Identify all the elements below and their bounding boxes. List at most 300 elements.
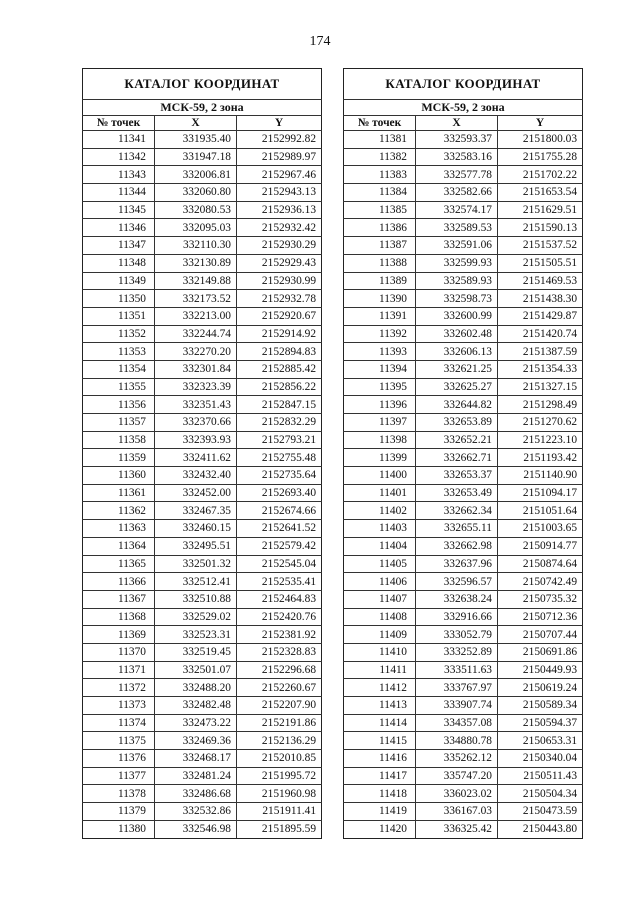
point-number-cell: 11346 xyxy=(83,219,155,237)
y-coordinate-cell: 2152793.21 xyxy=(237,431,322,449)
x-coordinate-cell: 332519.45 xyxy=(155,643,237,661)
point-number-cell: 11356 xyxy=(83,396,155,414)
table-row xyxy=(83,148,322,166)
y-coordinate-cell: 2151051.64 xyxy=(498,502,583,520)
point-number-cell: 11393 xyxy=(344,343,416,361)
table-row xyxy=(83,325,322,343)
y-coordinate-cell: 2152930.29 xyxy=(237,237,322,255)
x-coordinate-cell: 336325.42 xyxy=(416,820,498,838)
x-coordinate-cell: 332583.16 xyxy=(416,148,498,166)
catalog-subtitle: МСК-59, 2 зона xyxy=(83,100,322,116)
y-coordinate-cell: 2152191.86 xyxy=(237,714,322,732)
x-coordinate-cell: 332598.73 xyxy=(416,290,498,308)
x-coordinate-cell: 332149.88 xyxy=(155,272,237,290)
table-row xyxy=(83,714,322,732)
x-coordinate-cell: 332213.00 xyxy=(155,307,237,325)
point-number-cell: 11388 xyxy=(344,254,416,272)
table-row xyxy=(83,643,322,661)
point-number-cell: 11387 xyxy=(344,237,416,255)
x-coordinate-cell: 332653.37 xyxy=(416,467,498,485)
point-number-cell: 11397 xyxy=(344,414,416,432)
point-number-cell: 11353 xyxy=(83,343,155,361)
point-number-cell: 11373 xyxy=(83,697,155,715)
x-coordinate-cell: 332574.17 xyxy=(416,201,498,219)
x-coordinate-cell: 333252.89 xyxy=(416,643,498,661)
table-row xyxy=(344,590,583,608)
point-number-cell: 11390 xyxy=(344,290,416,308)
x-coordinate-cell: 332621.25 xyxy=(416,360,498,378)
y-coordinate-cell: 2152464.83 xyxy=(237,590,322,608)
y-coordinate-cell: 2150712.36 xyxy=(498,608,583,626)
table-row xyxy=(83,537,322,555)
x-coordinate-cell: 332582.66 xyxy=(416,184,498,202)
y-coordinate-cell: 2150340.04 xyxy=(498,750,583,768)
x-coordinate-cell: 332468.17 xyxy=(155,750,237,768)
table-row xyxy=(83,697,322,715)
point-number-cell: 11377 xyxy=(83,767,155,785)
y-coordinate-cell: 2151270.62 xyxy=(498,414,583,432)
y-coordinate-cell: 2152967.46 xyxy=(237,166,322,184)
table-row xyxy=(83,184,322,202)
table-row xyxy=(344,643,583,661)
y-coordinate-cell: 2152328.83 xyxy=(237,643,322,661)
x-coordinate-cell: 332501.32 xyxy=(155,555,237,573)
x-coordinate-cell: 332602.48 xyxy=(416,325,498,343)
y-coordinate-cell: 2152989.97 xyxy=(237,148,322,166)
point-number-cell: 11392 xyxy=(344,325,416,343)
x-coordinate-cell: 336167.03 xyxy=(416,803,498,821)
point-number-cell: 11400 xyxy=(344,467,416,485)
table-row xyxy=(344,201,583,219)
column-header-y: Y xyxy=(237,116,322,131)
table-row xyxy=(344,343,583,361)
x-coordinate-cell: 332488.20 xyxy=(155,679,237,697)
column-header-x: X xyxy=(155,116,237,131)
catalog-body xyxy=(83,131,322,839)
point-number-cell: 11384 xyxy=(344,184,416,202)
point-number-cell: 11405 xyxy=(344,555,416,573)
y-coordinate-cell: 2151223.10 xyxy=(498,431,583,449)
point-number-cell: 11372 xyxy=(83,679,155,697)
y-coordinate-cell: 2150449.93 xyxy=(498,661,583,679)
point-number-cell: 11366 xyxy=(83,573,155,591)
y-coordinate-cell: 2151960.98 xyxy=(237,785,322,803)
table-row xyxy=(344,732,583,750)
y-coordinate-cell: 2151505.51 xyxy=(498,254,583,272)
x-coordinate-cell: 332351.43 xyxy=(155,396,237,414)
x-coordinate-cell: 332482.48 xyxy=(155,697,237,715)
y-coordinate-cell: 2150619.24 xyxy=(498,679,583,697)
table-row xyxy=(344,608,583,626)
point-number-cell: 11381 xyxy=(344,131,416,149)
point-number-cell: 11363 xyxy=(83,520,155,538)
table-row xyxy=(344,237,583,255)
point-number-cell: 11415 xyxy=(344,732,416,750)
table-row xyxy=(344,714,583,732)
table-row xyxy=(344,325,583,343)
x-coordinate-cell: 332467.35 xyxy=(155,502,237,520)
point-number-cell: 11362 xyxy=(83,502,155,520)
point-number-cell: 11359 xyxy=(83,449,155,467)
y-coordinate-cell: 2151755.28 xyxy=(498,148,583,166)
y-coordinate-cell: 2151537.52 xyxy=(498,237,583,255)
point-number-cell: 11370 xyxy=(83,643,155,661)
table-row xyxy=(344,520,583,538)
column-header-x: X xyxy=(416,116,498,131)
x-coordinate-cell: 332577.78 xyxy=(416,166,498,184)
y-coordinate-cell: 2150594.37 xyxy=(498,714,583,732)
table-row xyxy=(83,378,322,396)
table-row xyxy=(83,131,322,149)
y-coordinate-cell: 2151298.49 xyxy=(498,396,583,414)
y-coordinate-cell: 2152735.64 xyxy=(237,467,322,485)
x-coordinate-cell: 332523.31 xyxy=(155,626,237,644)
point-number-cell: 11419 xyxy=(344,803,416,821)
y-coordinate-cell: 2152381.92 xyxy=(237,626,322,644)
point-number-cell: 11413 xyxy=(344,697,416,715)
x-coordinate-cell: 331935.40 xyxy=(155,131,237,149)
point-number-cell: 11417 xyxy=(344,767,416,785)
point-number-cell: 11410 xyxy=(344,643,416,661)
y-coordinate-cell: 2151193.42 xyxy=(498,449,583,467)
x-coordinate-cell: 333907.74 xyxy=(416,697,498,715)
y-coordinate-cell: 2151420.74 xyxy=(498,325,583,343)
point-number-cell: 11407 xyxy=(344,590,416,608)
point-number-cell: 11378 xyxy=(83,785,155,803)
y-coordinate-cell: 2151429.87 xyxy=(498,307,583,325)
y-coordinate-cell: 2152932.42 xyxy=(237,219,322,237)
table-row xyxy=(83,626,322,644)
y-coordinate-cell: 2152943.13 xyxy=(237,184,322,202)
y-coordinate-cell: 2152856.22 xyxy=(237,378,322,396)
y-coordinate-cell: 2152207.90 xyxy=(237,697,322,715)
y-coordinate-cell: 2152260.67 xyxy=(237,679,322,697)
table-row xyxy=(344,573,583,591)
point-number-cell: 11375 xyxy=(83,732,155,750)
point-number-cell: 11408 xyxy=(344,608,416,626)
point-number-cell: 11355 xyxy=(83,378,155,396)
x-coordinate-cell: 332473.22 xyxy=(155,714,237,732)
table-row xyxy=(344,484,583,502)
y-coordinate-cell: 2152914.92 xyxy=(237,325,322,343)
y-coordinate-cell: 2150707.44 xyxy=(498,626,583,644)
point-number-cell: 11364 xyxy=(83,537,155,555)
x-coordinate-cell: 332270.20 xyxy=(155,343,237,361)
table-row xyxy=(344,767,583,785)
x-coordinate-cell: 332095.03 xyxy=(155,219,237,237)
x-coordinate-cell: 332486.68 xyxy=(155,785,237,803)
point-number-cell: 11376 xyxy=(83,750,155,768)
x-coordinate-cell: 332593.37 xyxy=(416,131,498,149)
table-row xyxy=(344,502,583,520)
y-coordinate-cell: 2150504.34 xyxy=(498,785,583,803)
point-number-cell: 11404 xyxy=(344,537,416,555)
table-row xyxy=(344,555,583,573)
table-row xyxy=(344,537,583,555)
x-coordinate-cell: 333511.63 xyxy=(416,661,498,679)
point-number-cell: 11371 xyxy=(83,661,155,679)
point-number-cell: 11399 xyxy=(344,449,416,467)
point-number-cell: 11420 xyxy=(344,820,416,838)
catalog-title: КАТАЛОГ КООРДИНАТ xyxy=(344,69,583,100)
table-row xyxy=(83,520,322,538)
y-coordinate-cell: 2150691.86 xyxy=(498,643,583,661)
x-coordinate-cell: 332110.30 xyxy=(155,237,237,255)
point-number-cell: 11402 xyxy=(344,502,416,520)
x-coordinate-cell: 332006.81 xyxy=(155,166,237,184)
table-row xyxy=(83,467,322,485)
table-row xyxy=(83,767,322,785)
point-number-cell: 11347 xyxy=(83,237,155,255)
table-row xyxy=(83,573,322,591)
x-coordinate-cell: 332452.00 xyxy=(155,484,237,502)
y-coordinate-cell: 2152420.76 xyxy=(237,608,322,626)
x-coordinate-cell: 332130.89 xyxy=(155,254,237,272)
point-number-cell: 11398 xyxy=(344,431,416,449)
y-coordinate-cell: 2150473.59 xyxy=(498,803,583,821)
table-row xyxy=(83,431,322,449)
point-number-cell: 11344 xyxy=(83,184,155,202)
table-row xyxy=(83,679,322,697)
y-coordinate-cell: 2152992.82 xyxy=(237,131,322,149)
x-coordinate-cell: 332653.89 xyxy=(416,414,498,432)
point-number-cell: 11350 xyxy=(83,290,155,308)
column-header-point: № точек xyxy=(83,116,155,131)
y-coordinate-cell: 2151438.30 xyxy=(498,290,583,308)
y-coordinate-cell: 2150653.31 xyxy=(498,732,583,750)
point-number-cell: 11379 xyxy=(83,803,155,821)
point-number-cell: 11368 xyxy=(83,608,155,626)
table-row xyxy=(83,803,322,821)
x-coordinate-cell: 332644.82 xyxy=(416,396,498,414)
point-number-cell: 11412 xyxy=(344,679,416,697)
x-coordinate-cell: 334880.78 xyxy=(416,732,498,750)
y-coordinate-cell: 2152545.04 xyxy=(237,555,322,573)
y-coordinate-cell: 2152936.13 xyxy=(237,201,322,219)
x-coordinate-cell: 332301.84 xyxy=(155,360,237,378)
x-coordinate-cell: 333767.97 xyxy=(416,679,498,697)
table-row xyxy=(344,803,583,821)
x-coordinate-cell: 331947.18 xyxy=(155,148,237,166)
point-number-cell: 11409 xyxy=(344,626,416,644)
catalog-body xyxy=(344,131,583,839)
x-coordinate-cell: 333052.79 xyxy=(416,626,498,644)
y-coordinate-cell: 2151995.72 xyxy=(237,767,322,785)
table-row xyxy=(344,307,583,325)
point-number-cell: 11401 xyxy=(344,484,416,502)
point-number-cell: 11389 xyxy=(344,272,416,290)
x-coordinate-cell: 332080.53 xyxy=(155,201,237,219)
x-coordinate-cell: 332589.93 xyxy=(416,272,498,290)
y-coordinate-cell: 2152535.41 xyxy=(237,573,322,591)
point-number-cell: 11385 xyxy=(344,201,416,219)
coordinate-catalog-right xyxy=(343,68,583,839)
table-row xyxy=(83,201,322,219)
x-coordinate-cell: 332653.49 xyxy=(416,484,498,502)
table-row xyxy=(83,732,322,750)
coordinate-catalog-left xyxy=(82,68,322,839)
x-coordinate-cell: 332662.71 xyxy=(416,449,498,467)
point-number-cell: 11414 xyxy=(344,714,416,732)
x-coordinate-cell: 335747.20 xyxy=(416,767,498,785)
point-number-cell: 11374 xyxy=(83,714,155,732)
page-number: 174 xyxy=(309,34,331,49)
table-row xyxy=(344,697,583,715)
y-coordinate-cell: 2152010.85 xyxy=(237,750,322,768)
point-number-cell: 11354 xyxy=(83,360,155,378)
x-coordinate-cell: 332662.98 xyxy=(416,537,498,555)
x-coordinate-cell: 332512.41 xyxy=(155,573,237,591)
column-header-y: Y xyxy=(498,116,583,131)
x-coordinate-cell: 332495.51 xyxy=(155,537,237,555)
table-row xyxy=(83,502,322,520)
y-coordinate-cell: 2152832.29 xyxy=(237,414,322,432)
x-coordinate-cell: 332589.53 xyxy=(416,219,498,237)
x-coordinate-cell: 336023.02 xyxy=(416,785,498,803)
table-row xyxy=(83,414,322,432)
x-coordinate-cell: 332510.88 xyxy=(155,590,237,608)
table-row xyxy=(344,661,583,679)
x-coordinate-cell: 332606.13 xyxy=(416,343,498,361)
point-number-cell: 11416 xyxy=(344,750,416,768)
point-number-cell: 11361 xyxy=(83,484,155,502)
catalog-subtitle: МСК-59, 2 зона xyxy=(344,100,583,116)
x-coordinate-cell: 332916.66 xyxy=(416,608,498,626)
table-row xyxy=(83,396,322,414)
y-coordinate-cell: 2151387.59 xyxy=(498,343,583,361)
point-number-cell: 11345 xyxy=(83,201,155,219)
y-coordinate-cell: 2151590.13 xyxy=(498,219,583,237)
x-coordinate-cell: 332370.66 xyxy=(155,414,237,432)
y-coordinate-cell: 2151800.03 xyxy=(498,131,583,149)
table-row xyxy=(344,378,583,396)
table-row xyxy=(344,820,583,838)
y-coordinate-cell: 2150742.49 xyxy=(498,573,583,591)
table-row xyxy=(344,431,583,449)
y-coordinate-cell: 2151327.15 xyxy=(498,378,583,396)
table-row xyxy=(83,820,322,838)
y-coordinate-cell: 2152755.48 xyxy=(237,449,322,467)
x-coordinate-cell: 332546.98 xyxy=(155,820,237,838)
point-number-cell: 11357 xyxy=(83,414,155,432)
point-number-cell: 11351 xyxy=(83,307,155,325)
x-coordinate-cell: 332591.06 xyxy=(416,237,498,255)
point-number-cell: 11383 xyxy=(344,166,416,184)
x-coordinate-cell: 335262.12 xyxy=(416,750,498,768)
point-number-cell: 11349 xyxy=(83,272,155,290)
table-row xyxy=(344,750,583,768)
point-number-cell: 11386 xyxy=(344,219,416,237)
table-row xyxy=(83,608,322,626)
y-coordinate-cell: 2152929.43 xyxy=(237,254,322,272)
y-coordinate-cell: 2151629.51 xyxy=(498,201,583,219)
point-number-cell: 11348 xyxy=(83,254,155,272)
table-row xyxy=(83,555,322,573)
table-row xyxy=(83,307,322,325)
y-coordinate-cell: 2150874.64 xyxy=(498,555,583,573)
x-coordinate-cell: 332323.39 xyxy=(155,378,237,396)
y-coordinate-cell: 2151003.65 xyxy=(498,520,583,538)
point-number-cell: 11403 xyxy=(344,520,416,538)
y-coordinate-cell: 2151469.53 xyxy=(498,272,583,290)
point-number-cell: 11391 xyxy=(344,307,416,325)
table-row xyxy=(344,184,583,202)
y-coordinate-cell: 2152136.29 xyxy=(237,732,322,750)
table-row xyxy=(344,449,583,467)
table-row xyxy=(344,290,583,308)
table-row xyxy=(344,414,583,432)
y-coordinate-cell: 2150914.77 xyxy=(498,537,583,555)
table-row xyxy=(344,166,583,184)
x-coordinate-cell: 332600.99 xyxy=(416,307,498,325)
x-coordinate-cell: 332460.15 xyxy=(155,520,237,538)
x-coordinate-cell: 332244.74 xyxy=(155,325,237,343)
table-row xyxy=(83,254,322,272)
table-row xyxy=(344,626,583,644)
table-row xyxy=(83,484,322,502)
table-row xyxy=(83,750,322,768)
y-coordinate-cell: 2152932.78 xyxy=(237,290,322,308)
table-row xyxy=(344,360,583,378)
point-number-cell: 11369 xyxy=(83,626,155,644)
point-number-cell: 11411 xyxy=(344,661,416,679)
table-row xyxy=(344,254,583,272)
table-row xyxy=(83,360,322,378)
y-coordinate-cell: 2152885.42 xyxy=(237,360,322,378)
table-row xyxy=(344,272,583,290)
table-row xyxy=(344,131,583,149)
y-coordinate-cell: 2152296.68 xyxy=(237,661,322,679)
y-coordinate-cell: 2152847.15 xyxy=(237,396,322,414)
x-coordinate-cell: 332662.34 xyxy=(416,502,498,520)
x-coordinate-cell: 332060.80 xyxy=(155,184,237,202)
point-number-cell: 11352 xyxy=(83,325,155,343)
y-coordinate-cell: 2152894.83 xyxy=(237,343,322,361)
table-row xyxy=(83,237,322,255)
table-row xyxy=(83,272,322,290)
catalog-title: КАТАЛОГ КООРДИНАТ xyxy=(83,69,322,100)
y-coordinate-cell: 2152641.52 xyxy=(237,520,322,538)
point-number-cell: 11406 xyxy=(344,573,416,591)
y-coordinate-cell: 2151354.33 xyxy=(498,360,583,378)
table-row xyxy=(344,396,583,414)
y-coordinate-cell: 2151911.41 xyxy=(237,803,322,821)
y-coordinate-cell: 2151895.59 xyxy=(237,820,322,838)
x-coordinate-cell: 332638.24 xyxy=(416,590,498,608)
x-coordinate-cell: 332501.07 xyxy=(155,661,237,679)
table-row xyxy=(83,219,322,237)
point-number-cell: 11367 xyxy=(83,590,155,608)
point-number-cell: 11360 xyxy=(83,467,155,485)
column-header-point: № точек xyxy=(344,116,416,131)
x-coordinate-cell: 332432.40 xyxy=(155,467,237,485)
y-coordinate-cell: 2150443.80 xyxy=(498,820,583,838)
y-coordinate-cell: 2152920.67 xyxy=(237,307,322,325)
y-coordinate-cell: 2152674.66 xyxy=(237,502,322,520)
point-number-cell: 11342 xyxy=(83,148,155,166)
point-number-cell: 11341 xyxy=(83,131,155,149)
x-coordinate-cell: 332625.27 xyxy=(416,378,498,396)
point-number-cell: 11418 xyxy=(344,785,416,803)
table-row xyxy=(344,679,583,697)
y-coordinate-cell: 2151702.22 xyxy=(498,166,583,184)
point-number-cell: 11396 xyxy=(344,396,416,414)
table-row xyxy=(83,449,322,467)
table-row xyxy=(344,785,583,803)
x-coordinate-cell: 332599.93 xyxy=(416,254,498,272)
y-coordinate-cell: 2150511.43 xyxy=(498,767,583,785)
y-coordinate-cell: 2152930.99 xyxy=(237,272,322,290)
